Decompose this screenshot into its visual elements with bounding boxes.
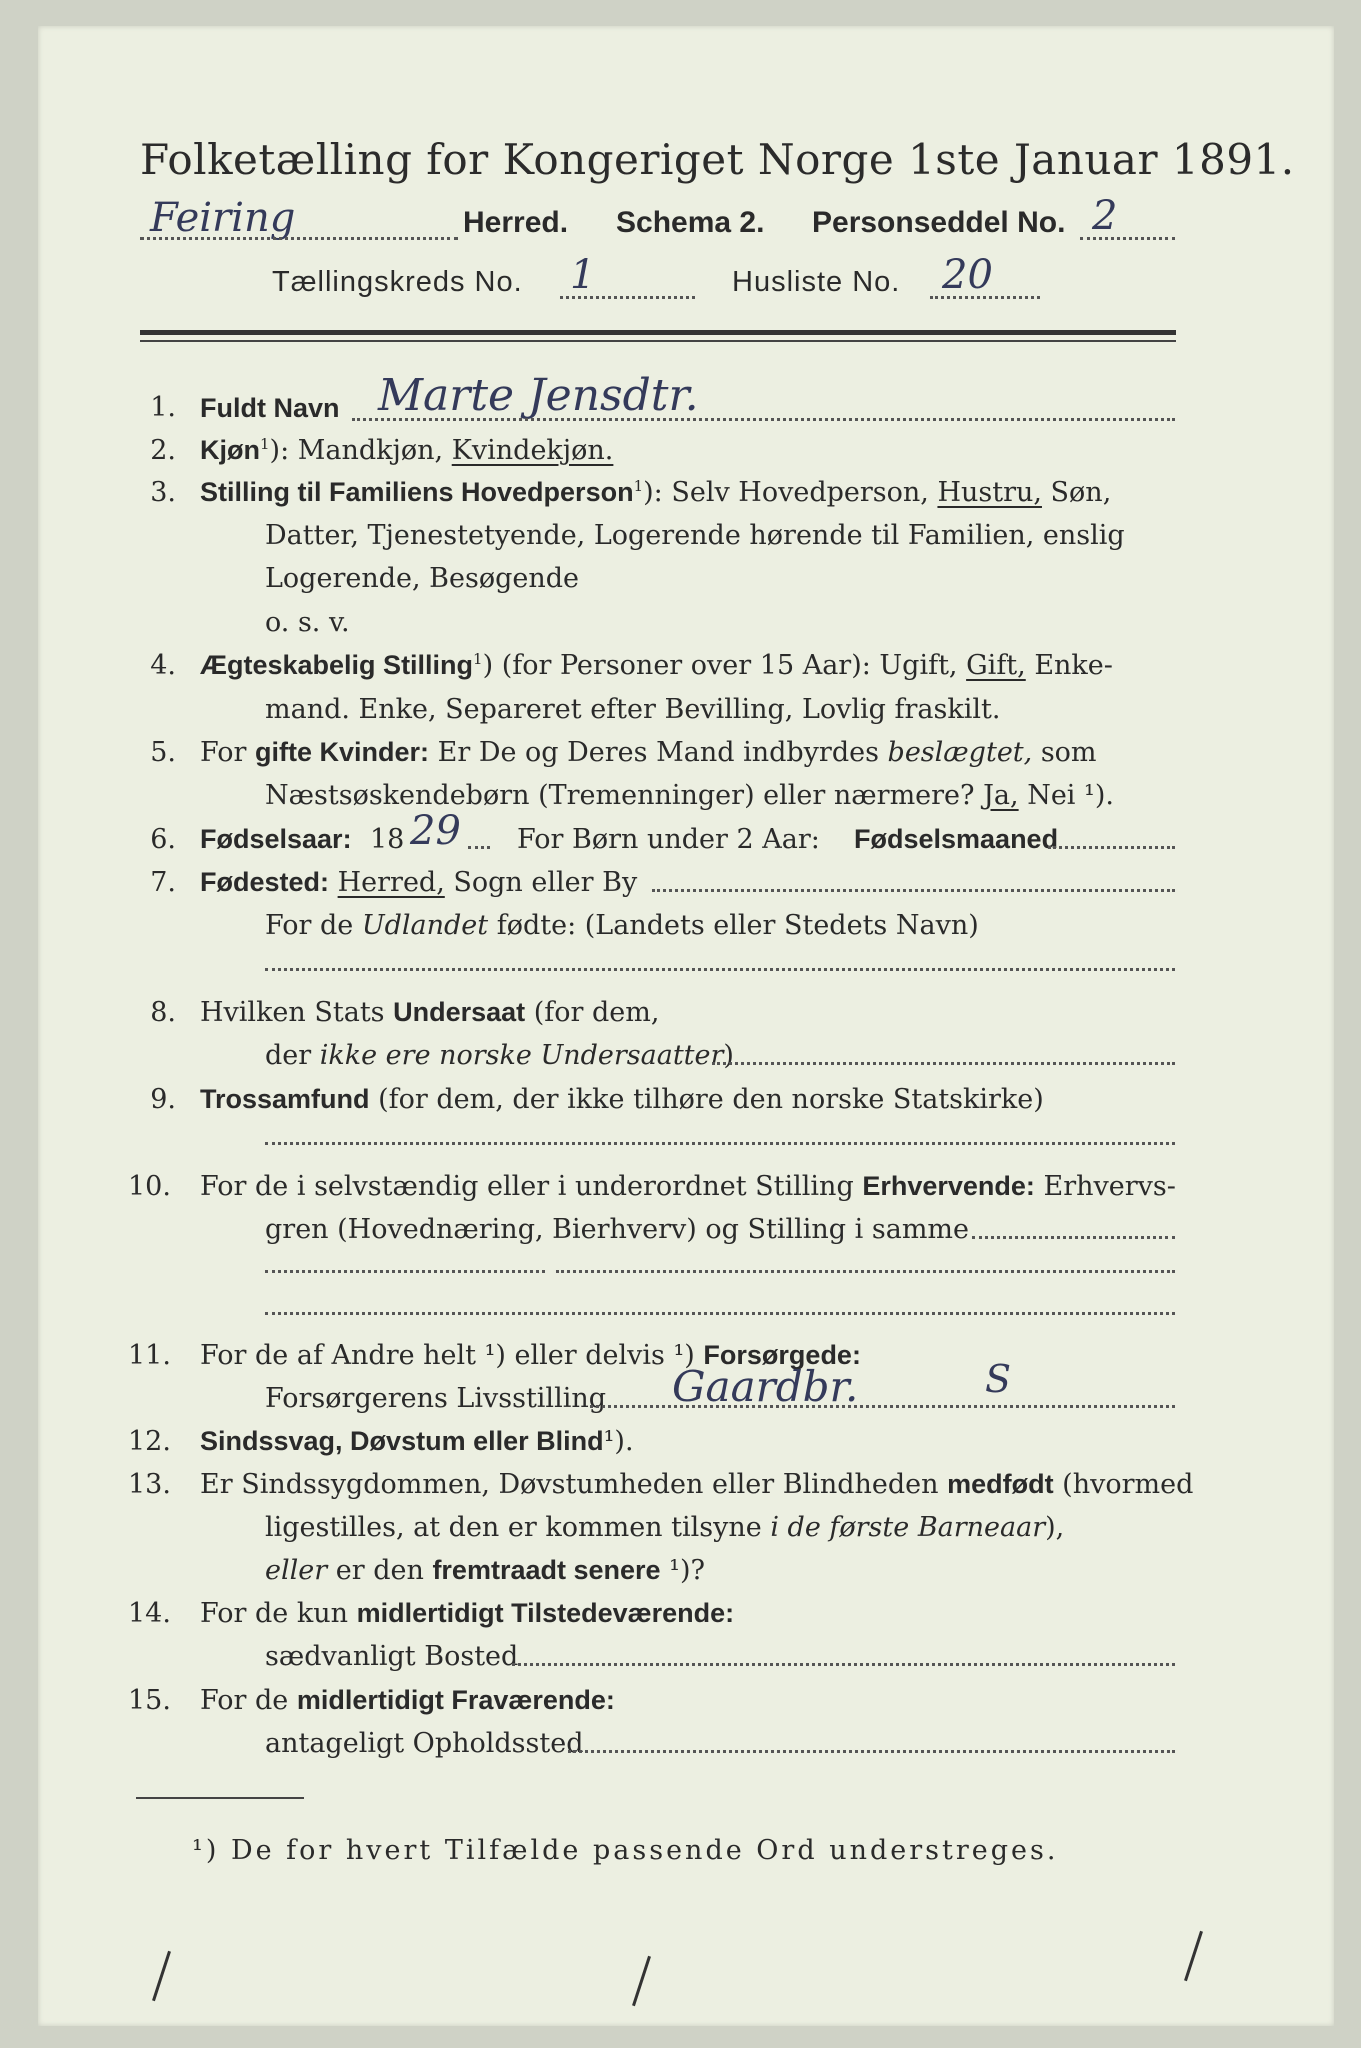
q3-line3: Logerende, Besøgende <box>265 563 579 594</box>
q10-line1: For de i selvstændig eller i underordnet Stilling Erhvervende: Erhvervs- <box>200 1171 1176 1202</box>
q4-line2: mand. Enke, Separeret efter Bevilling, Lovlig fraskilt. <box>265 694 1001 725</box>
q12-line1: Sindssvag, Døvstum eller Blind¹). <box>200 1426 634 1457</box>
q3-line1: Stilling til Familiens Hovedperson$^1$): Selv Hovedperson, Hustru, Søn, <box>200 477 1112 508</box>
page-title: Folketælling for Kongeriget Norge 1ste Januar 1891. <box>140 135 1295 184</box>
personseddel-value: 2 <box>1092 193 1118 239</box>
q6-number: 6. <box>150 824 176 855</box>
q13-line2: ligestilles, at den er kommen tilsyne i de første Barneaar), <box>265 1512 1065 1543</box>
husliste-label: Husliste No. <box>732 266 901 298</box>
q6-label: Fødselsaar: <box>200 824 352 854</box>
q4-number: 4. <box>150 650 176 681</box>
q5-line2: Næstsøskendebørn (Tremenninger) eller nærmere? Ja, Nei ¹). <box>265 780 1114 811</box>
q11-line2: Forsørgerens Livsstilling <box>265 1383 607 1414</box>
q15-line2: antageligt Opholdssted <box>265 1728 584 1759</box>
q12-number: 12. <box>128 1426 171 1457</box>
q2-line: Kjøn$^1$): Mandkjøn, Kvindekjøn. <box>200 435 614 466</box>
herred-value: Feiring <box>150 195 296 241</box>
q5-number: 5. <box>150 737 176 768</box>
q7-line2: For de Udlandet fødte: (Landets eller Stedets Navn) <box>265 910 979 941</box>
q11-number: 11. <box>128 1340 171 1371</box>
herred-label: Herred. <box>463 206 569 239</box>
q14-line1: For de kun midlertidigt Tilstedeværende: <box>200 1598 735 1629</box>
q4-line1: Ægteskabelig Stilling$^1$) (for Personer over 15 Aar): Ugift, Gift, Enke- <box>200 650 1113 681</box>
q6-prefix: 18 <box>370 824 405 855</box>
footnote: ¹) De for hvert Tilfælde passende Ord understreges. <box>192 1835 1059 1866</box>
q10-number: 10. <box>128 1171 171 1202</box>
q7-number: 7. <box>150 867 176 898</box>
q3-number: 3. <box>150 477 176 508</box>
q3-line2: Datter, Tjenestetyende, Logerende hørende til Familien, enslig <box>265 520 1125 551</box>
q3-line4: o. s. v. <box>265 607 350 638</box>
kreds-label: Tællingskreds No. <box>272 266 523 298</box>
husliste-value: 20 <box>942 252 993 298</box>
q6-answer: 29 <box>410 808 461 854</box>
q11-answer: Gaardbr. <box>672 1362 859 1411</box>
q1-number: 1. <box>150 392 176 423</box>
q6-label2: Fødselsmaaned <box>854 824 1059 854</box>
q9-line1: Trossamfund (for dem, der ikke tilhøre den norske Statskirke) <box>200 1084 1044 1115</box>
q1-answer: Marte Jensdtr. <box>378 370 699 421</box>
q10-line2: gren (Hovednæring, Bierhverv) og Stilling i samme <box>265 1214 970 1245</box>
kreds-value: 1 <box>570 252 596 298</box>
q8-line1: Hvilken Stats Undersaat (for dem, <box>200 997 660 1028</box>
q1-label: Fuldt Navn <box>200 393 340 423</box>
q5-line1: For gifte Kvinder: Er De og Deres Mand indbyrdes beslægtet, som <box>200 737 1097 768</box>
q9-number: 9. <box>150 1084 176 1115</box>
header-rule-thin <box>140 340 1176 342</box>
personseddel-label: Personseddel No. <box>812 206 1066 239</box>
q11-answer2: S <box>985 1357 1012 1401</box>
q13-number: 13. <box>128 1469 171 1500</box>
q11-line1: For de af Andre helt ¹) eller delvis ¹) Forsørgede: <box>200 1340 861 1371</box>
q8-number: 8. <box>150 997 176 1028</box>
footnote-rule <box>136 1797 304 1799</box>
q8-line2: der ikke ere norske Undersaatter) <box>265 1040 734 1071</box>
q14-line2: sædvanligt Bosted <box>265 1641 519 1672</box>
q7-line1: Fødested: Herred, Sogn eller By <box>200 867 638 898</box>
q13-line3: eller er den fremtraadt senere ¹)? <box>265 1555 705 1586</box>
q6-text: For Børn under 2 Aar: <box>517 824 820 855</box>
q14-number: 14. <box>128 1598 171 1629</box>
q2-number: 2. <box>150 435 176 466</box>
q15-line1: For de midlertidigt Fraværende: <box>200 1685 615 1716</box>
header-rule <box>140 330 1176 335</box>
q15-number: 15. <box>128 1685 171 1716</box>
q13-line1: Er Sindssygdommen, Døvstumheden eller Blindheden medfødt (hvormed <box>200 1469 1194 1500</box>
schema-label: Schema 2. <box>616 206 765 239</box>
